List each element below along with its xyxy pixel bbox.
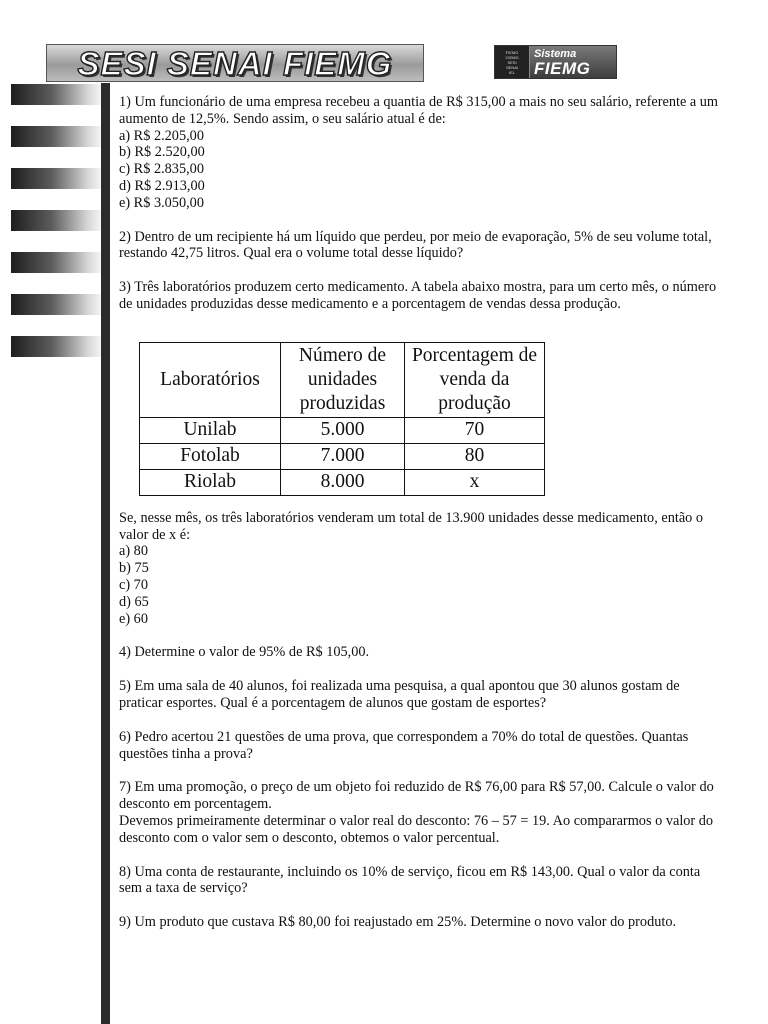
question-8	[119, 864, 719, 898]
laboratory-table	[139, 342, 545, 496]
option-a: a) R$ 2.205,00	[119, 127, 204, 144]
table-row	[140, 469, 545, 495]
table-cell: 8.000	[281, 469, 405, 495]
logo-right-text	[530, 46, 616, 78]
option-c: c) R$ 2.835,00	[119, 161, 204, 178]
question-8-text: 8) Uma conta de restaurante, incluindo os 10% de serviço, ficou em R$ 143,00. Qual o valor da conta sem a taxa de serviço?	[119, 863, 701, 897]
table-header-row	[140, 342, 545, 417]
question-4-text: 4) Determine o valor de 95% de R$ 105,00.	[119, 644, 370, 661]
table-header-cell: Número de unidades produzidas	[281, 342, 405, 417]
sesi-senai-fiemg-logo	[46, 44, 424, 82]
sistema-fiemg-logo	[494, 45, 617, 79]
exercise-list	[119, 94, 719, 931]
table-cell: x	[405, 469, 545, 495]
question-7-text: 7) Em uma promoção, o preço de um objeto foi reduzido de R$ 76,00 para R$ 57,00. Calcule o valor do desconto em porcentagem.	[119, 779, 714, 813]
table-row	[140, 443, 545, 469]
option-b: b) R$ 2.520,00	[119, 144, 205, 161]
table-cell: Unilab	[140, 417, 281, 443]
decorative-stripe	[11, 168, 101, 189]
question-3	[119, 279, 719, 627]
question-4	[119, 644, 719, 661]
option-e: e) 60	[119, 610, 148, 627]
emblem-line: IEL	[508, 69, 515, 75]
question-7	[119, 779, 719, 846]
question-1-text: 1) Um funcionário de uma empresa recebeu a quantia de R$ 315,00 a mais no seu salário, referente a um aumento de 12,5%. Sendo assim, o seu salário atual é de:	[119, 94, 719, 127]
decorative-stripe	[11, 294, 101, 315]
table-cell: Riolab	[140, 469, 281, 495]
question-2-text: 2) Dentro de um recipiente há um líquido que perdeu, por meio de evaporação, 5% de seu volume total, restando 42,75 litros. Qual era o volume total desse líquido?	[119, 228, 712, 262]
emblem-line: FIEMG	[505, 49, 519, 55]
logo-right-emblem	[495, 46, 530, 78]
table-cell: 80	[405, 443, 545, 469]
question-9-text: 9) Um produto que custava R$ 80,00 foi reajustado em 25%. Determine o novo valor do produto.	[119, 914, 677, 931]
question-2	[119, 229, 719, 263]
logo-right-line1: Sistema	[534, 47, 577, 60]
vertical-border-bar	[101, 83, 110, 1024]
question-5-text: 5) Em uma sala de 40 alunos, foi realizada uma pesquisa, a qual apontou que 30 alunos gostam de praticar esportes. Qual é a porcentagem de alunos que gostam de esportes?	[119, 678, 680, 711]
decorative-stripe	[11, 252, 101, 273]
option-b: b) 75	[119, 560, 149, 577]
decorative-stripe	[11, 210, 101, 231]
table-header-cell: Laboratórios	[140, 342, 281, 417]
logo-left-text: SESI SENAI FIEMG	[77, 44, 393, 82]
table-cell: 5.000	[281, 417, 405, 443]
question-1	[119, 94, 719, 212]
option-d: d) R$ 2.913,00	[119, 177, 205, 194]
question-9	[119, 914, 719, 931]
question-7-explanation: Devemos primeiramente determinar o valor real do desconto: 76 – 57 = 19. Ao compararmos o valor do desconto com o valor sem o desconto, obtemos o valor percentual.	[119, 812, 714, 846]
decorative-stripe	[11, 84, 101, 105]
table-cell: Fotolab	[140, 443, 281, 469]
option-e: e) R$ 3.050,00	[119, 194, 204, 211]
option-c: c) 70	[119, 576, 148, 593]
question-6-text: 6) Pedro acertou 21 questões de uma prova, que correspondem a 70% do total de questões. Quantas questões tinha a prova?	[119, 728, 689, 762]
table-row	[140, 417, 545, 443]
table-header-cell: Porcentagem de venda da produção	[405, 342, 545, 417]
decorative-stripe	[11, 336, 101, 357]
question-5	[119, 678, 719, 712]
table-cell: 70	[405, 417, 545, 443]
logo-right-line2: FIEMG	[534, 58, 591, 78]
question-3-followup: Se, nesse mês, os três laboratórios venderam um total de 13.900 unidades desse medicamento, então o valor de x é:	[119, 509, 704, 543]
emblem-line: SENAI	[505, 64, 518, 70]
option-d: d) 65	[119, 593, 149, 610]
decorative-stripe	[11, 126, 101, 147]
emblem-line: CIEMG	[505, 54, 519, 60]
option-a: a) 80	[119, 543, 148, 560]
emblem-line: SESI	[507, 59, 517, 65]
question-3-text: 3) Três laboratórios produzem certo medicamento. A tabela abaixo mostra, para um certo mês, o número de unidades produzidas desse medicamento e a porcentagem de vendas dessa produção.	[119, 279, 717, 312]
question-6	[119, 729, 719, 763]
table-cell: 7.000	[281, 443, 405, 469]
